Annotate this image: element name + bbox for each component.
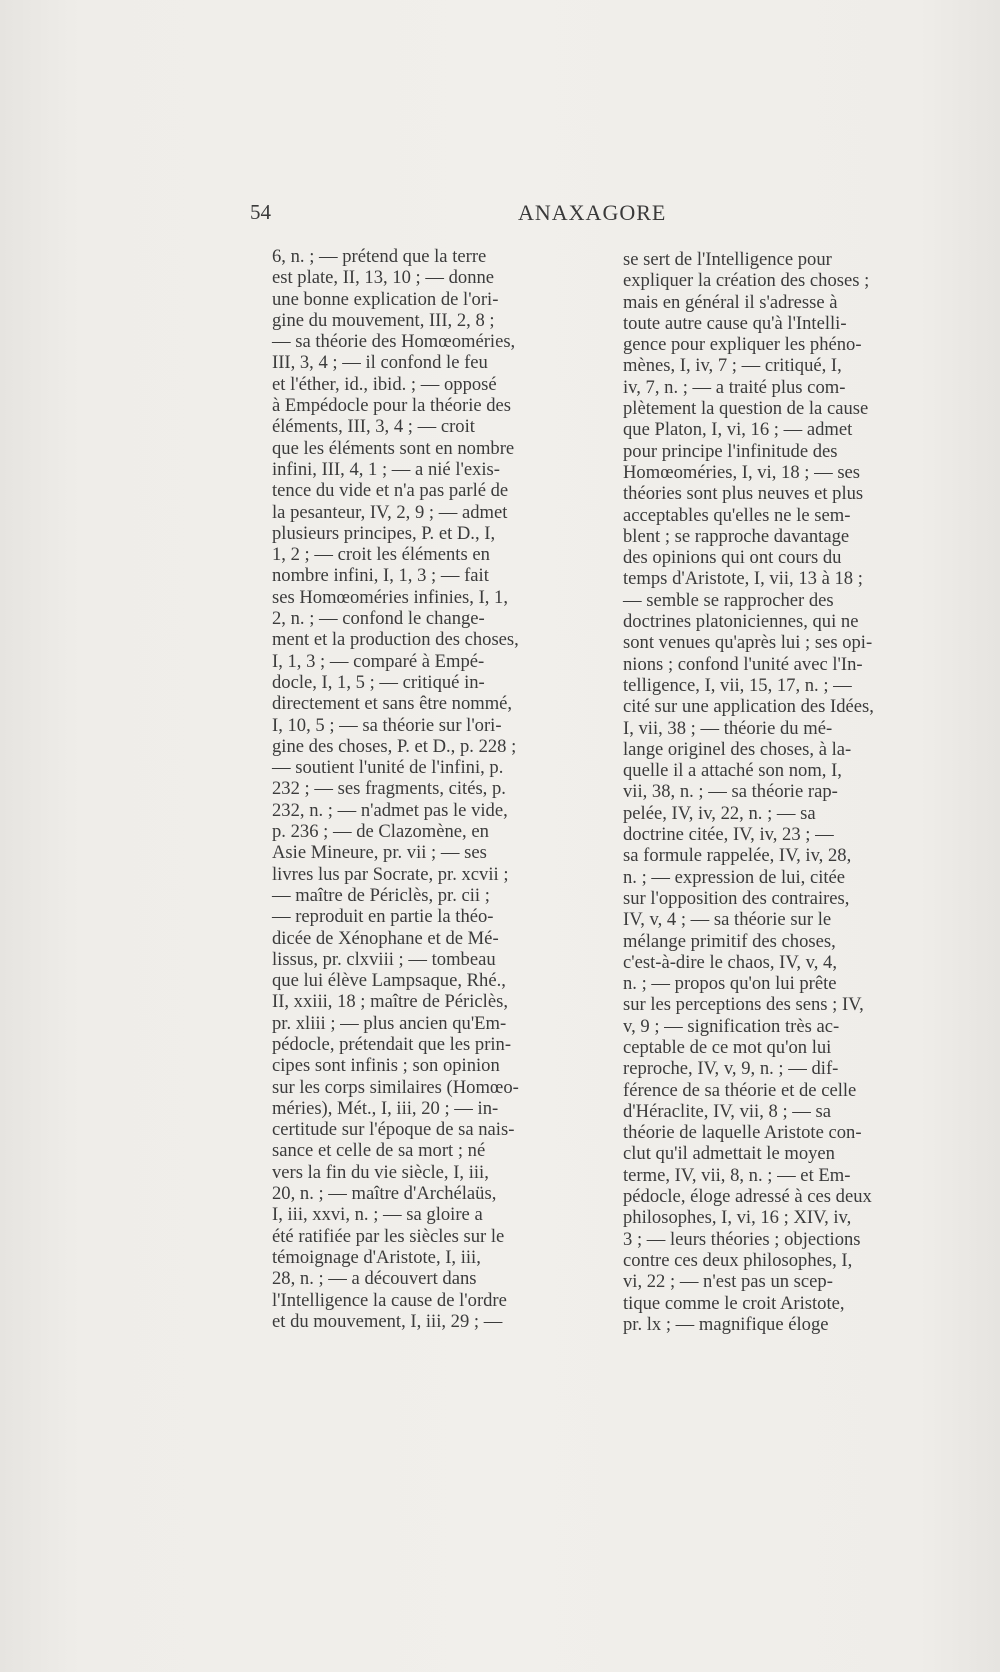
index-line: pédocle, prétendait que les prin- [272,1033,512,1055]
index-line: sance et celle de sa mort ; né [272,1140,486,1162]
index-line: contre ces deux philosophes, I, [623,1249,853,1271]
index-line: gine des choses, P. et D., p. 228 ; [272,735,517,757]
index-line: telligence, I, vii, 15, 17, n. ; — [623,674,852,696]
index-line: et du mouvement, I, iii, 29 ; — [272,1310,503,1332]
index-line: I, 1, 3 ; — comparé à Empé- [272,650,485,672]
index-line: 6, n. ; — prétend que la terre [272,246,487,267]
index-line: été ratifiée par les siècles sur le [272,1225,505,1247]
index-line: dicée de Xénophane et de Mé- [272,927,499,949]
index-line: terme, IV, vii, 8, n. ; — et Em- [623,1164,851,1186]
index-line: témoignage d'Aristote, I, iii, [272,1246,481,1268]
index-line: I, 10, 5 ; — sa théorie sur l'ori- [272,714,502,736]
page-header [250,200,667,230]
index-line: acceptables qu'elles ne le sem- [623,504,851,526]
index-line: vii, 38, n. ; — sa théorie rap- [623,781,838,803]
index-line: infini, III, 4, 1 ; — a nié l'exis- [272,458,500,480]
index-line: 1, 2 ; — croit les éléments en [272,544,490,566]
index-line: mènes, I, iv, 7 ; — critiqué, I, [623,355,842,377]
page-number: 54 [250,200,271,224]
index-line: à Empédocle pour la théorie des [272,395,512,417]
index-line: pédocle, éloge adressé à ces deux [623,1186,872,1208]
index-line: mais en général il s'adresse à [623,291,838,313]
index-line: toute autre cause qu'à l'Intelli- [623,312,847,334]
index-line: III, 3, 4 ; — il confond le feu [272,352,488,374]
index-line: ment et la production des choses, [272,629,519,651]
index-line: ses Homœoméries infinies, I, 1, [272,586,508,608]
index-column-left [272,246,567,1332]
index-line: des opinions qui ont cours du [623,547,842,569]
index-line: éléments, III, 3, 4 ; — croit [272,416,475,438]
index-line: sa formule rappelée, IV, iv, 28, [623,845,852,867]
index-line: sont venues qu'après lui ; ses opi- [623,632,873,654]
index-line: 232 ; — ses fragments, cités, p. [272,778,506,800]
index-line: clut qu'il admettait le moyen [623,1143,835,1165]
index-line: p. 236 ; — de Clazomène, en [272,821,489,843]
index-line: directement et sans être nommé, [272,693,513,715]
index-line: est plate, II, 13, 10 ; — donne [272,267,495,289]
index-line: théories sont plus neuves et plus [623,483,864,505]
index-line: plusieurs principes, P. et D., I, [272,522,496,544]
index-line: vers la fin du vie siècle, I, iii, [272,1161,489,1183]
index-line: pour principe l'infinitude des [623,440,838,462]
index-line: pelée, IV, iv, 22, n. ; — sa [623,802,816,824]
index-line: — sa théorie des Homœoméries, [272,331,516,353]
index-line: IV, v, 4 ; — sa théorie sur le [623,909,832,931]
index-line: que lui élève Lampsaque, Rhé., [272,970,506,992]
index-line: c'est-à-dire le chaos, IV, v, 4, [623,951,837,973]
index-line: doctrines platoniciennes, qui ne [623,611,859,633]
index-line: blent ; se rapproche davantage [623,525,850,547]
index-line: sur l'opposition des contraires, [623,887,850,909]
index-line: tence du vide et n'a pas parlé de [272,480,509,502]
index-line: se sert de l'Intelligence pour [623,249,832,270]
index-line: nombre infini, I, 1, 3 ; — fait [272,565,489,587]
index-line: théorie de laquelle Aristote con- [623,1122,862,1144]
index-line: méries), Mét., I, iii, 20 ; — in- [272,1097,499,1119]
index-line: 28, n. ; — a découvert dans [272,1268,477,1290]
index-line: Asie Mineure, pr. vii ; — ses [272,842,487,864]
index-line: ceptable de ce mot qu'on lui [623,1036,832,1058]
index-line: que les éléments sont en nombre [272,437,515,459]
index-line: v, 9 ; — signification très ac- [623,1015,840,1037]
index-line: livres lus par Socrate, pr. xcvii ; [272,863,509,885]
index-line: II, xxiii, 18 ; maître de Périclès, [272,991,508,1013]
index-line: sur les perceptions des sens ; IV, [623,994,864,1016]
index-line: philosophes, I, vi, 16 ; XIV, iv, [623,1207,852,1229]
index-line: pr. lx ; — magnifique éloge [623,1313,829,1335]
index-line: 2, n. ; — confond le change- [272,608,485,630]
index-line: 20, n. ; — maître d'Archélaüs, [272,1183,497,1205]
index-line: iv, 7, n. ; — a traité plus com- [623,376,846,398]
index-line: n. ; — propos qu'on lui prête [623,973,837,995]
index-line: plètement la question de la cause [623,398,869,420]
index-line: et l'éther, id., ibid. ; — opposé [272,373,497,395]
index-line: sur les corps similaires (Homœo- [272,1076,519,1098]
index-line: — reproduit en partie la théo- [272,906,494,928]
index-line: tique comme le croit Aristote, [623,1292,845,1314]
index-line: d'Héraclite, IV, vii, 8 ; — sa [623,1100,832,1122]
index-line: reproche, IV, v, 9, n. ; — dif- [623,1058,839,1080]
index-line: cité sur une application des Idées, [623,696,874,718]
index-line: gine du mouvement, III, 2, 8 ; [272,309,495,331]
index-line: mélange primitif des choses, [623,930,836,952]
index-line: lissus, pr. clxviii ; — tombeau [272,948,496,970]
index-line: — semble se rapprocher des [623,589,834,611]
index-line: certitude sur l'époque de sa nais- [272,1119,515,1141]
index-line: gence pour expliquer les phéno- [623,334,862,356]
index-line: docle, I, 1, 5 ; — critiqué in- [272,671,485,693]
index-line: vi, 22 ; — n'est pas un scep- [623,1271,833,1293]
index-line: pr. xliii ; — plus ancien qu'Em- [272,1012,507,1034]
index-column-right [623,249,925,1335]
index-line: une bonne explication de l'ori- [272,288,499,310]
index-line: la pesanteur, IV, 2, 9 ; — admet [272,501,508,523]
index-line: doctrine citée, IV, iv, 23 ; — [623,824,834,846]
index-line: n. ; — expression de lui, citée [623,866,846,888]
index-line: nions ; confond l'unité avec l'In- [623,653,863,675]
index-line: — maître de Périclès, pr. cii ; [272,884,490,906]
index-line: I, iii, xxvi, n. ; — sa gloire a [272,1204,483,1226]
index-line: 3 ; — leurs théories ; objections [623,1228,861,1250]
index-line: férence de sa théorie et de celle [623,1079,857,1101]
index-line: que Platon, I, vi, 16 ; — admet [623,419,853,441]
index-line: cipes sont infinis ; son opinion [272,1055,500,1077]
index-line: 232, n. ; — n'admet pas le vide, [272,799,508,821]
index-line: lange originel des choses, à la- [623,738,852,760]
index-line: expliquer la création des choses ; [623,270,870,292]
running-title: ANAXAGORE [518,200,667,225]
index-line: Homœoméries, I, vi, 18 ; — ses [623,461,861,483]
index-line: quelle il a attaché son nom, I, [623,760,842,782]
index-line: I, vii, 38 ; — théorie du mé- [623,717,833,739]
index-line: l'Intelligence la cause de l'ordre [272,1289,507,1311]
index-line: temps d'Aristote, I, vii, 13 à 18 ; [623,568,863,590]
index-line: — soutient l'unité de l'infini, p. [272,757,504,779]
